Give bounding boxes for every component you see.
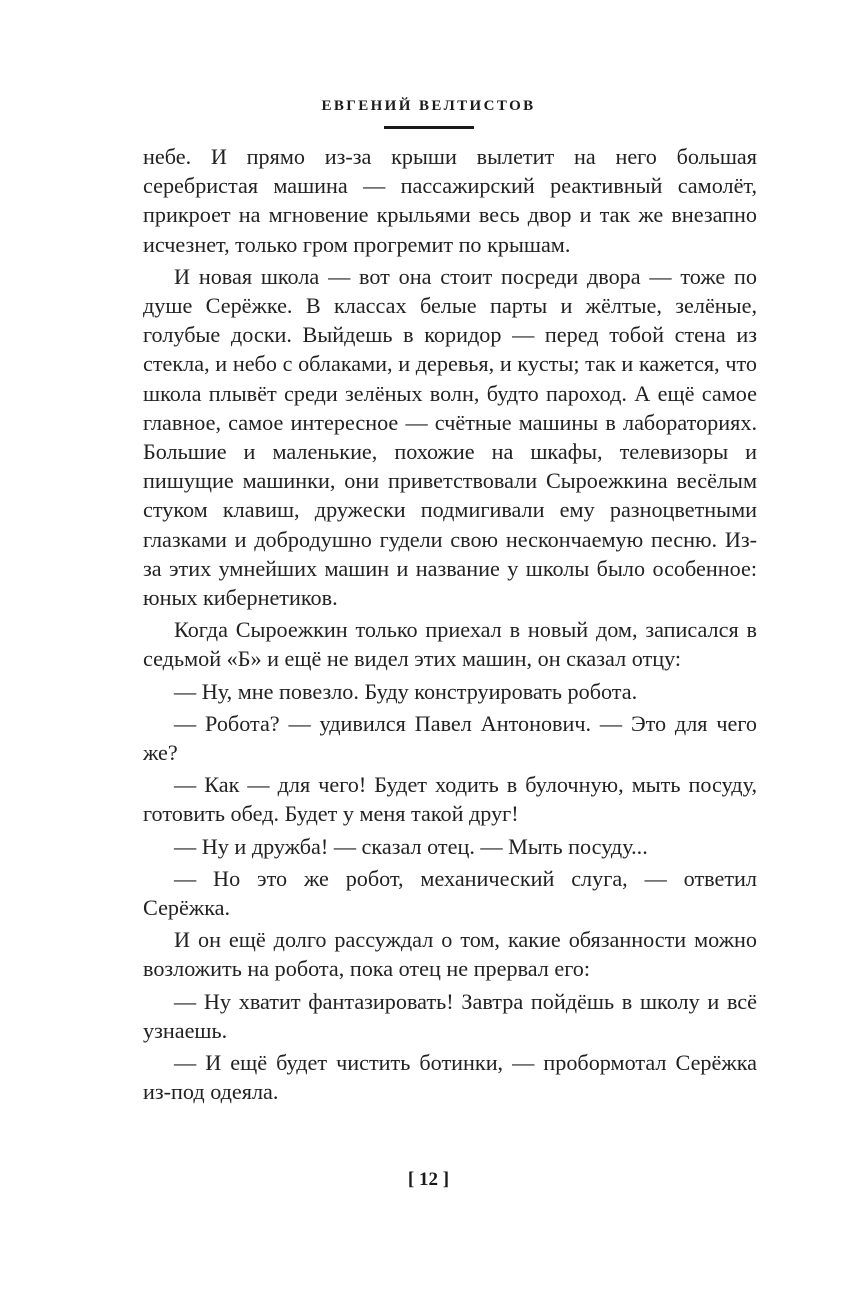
dialogue-line-1: — Ну, мне повезло. Буду конструировать робота. <box>174 678 638 704</box>
paragraph-1: небе. И прямо из-за крыши вылетит на него большая серебристая машина — пассажирский реактивный самолёт, прикроет на мгновение крыльями весь двор и так же внезапно исчезнет, только гром прогремит по крышам. <box>143 144 757 257</box>
dialogue-line-6: — Ну хватит фантазировать! Завтра пойдёшь в школу и всё узнаешь. <box>143 988 757 1043</box>
running-head-author: ЕВГЕНИЙ ВЕЛТИСТОВ <box>321 98 536 114</box>
page-number: [ 12 ] <box>407 1169 450 1190</box>
dialogue-line-3: — Как — для чего! Будет ходить в булочную, мыть посуду, готовить обед. Будет у меня такой друг! <box>143 772 757 827</box>
paragraph-3: Когда Сыроежкин только приехал в новый дом, записался в седьмой «Б» и ещё не видел этих машин, он сказал отцу: <box>143 617 757 672</box>
dialogue-line-7: — И ещё будет чистить ботинки, — пробормотал Серёжка из-под одеяла. <box>143 1050 757 1105</box>
dialogue-line-2: — Робота? — удивился Павел Антонович. — Это для чего же? <box>143 710 757 766</box>
dialogue-line-4: — Ну и дружба! — сказал отец. — Мыть посуду... <box>174 833 648 859</box>
paragraph-4: И он ещё долго рассуждал о том, какие обязанности можно возложить на робота, пока отец не прервал его: <box>143 927 757 982</box>
dialogue-line-5: — Но это же робот, механический слуга, — ответил Серёжка. <box>143 865 757 921</box>
running-head-rule <box>384 126 474 129</box>
paragraph-2: И новая школа — вот она стоит посреди двора — тоже по душе Серёжке. В классах белые парты и жёлтые, зелёные, голубые доски. Выйдешь в коридор — перед тобой стена из стекла, и небо с облаками, и деревья, и кусты; так и кажется, что школа плывёт среди зелёных волн, будто пароход. А ещё самое главное, самое интересное — счётные машины в лабораториях. Большие и маленькие, похожие на шкафы, телевизоры и пишущие машинки, они приветствовали Сыроежкина весёлым стуком клавиш, дружески подмигивали ему разноцветными глазками и добродушно гудели свою нескончаемую песню. Из-за этих умнейших машин и название у школы было особенное: юных кибернетиков. <box>143 263 757 611</box>
page-body-text <box>143 142 757 1107</box>
